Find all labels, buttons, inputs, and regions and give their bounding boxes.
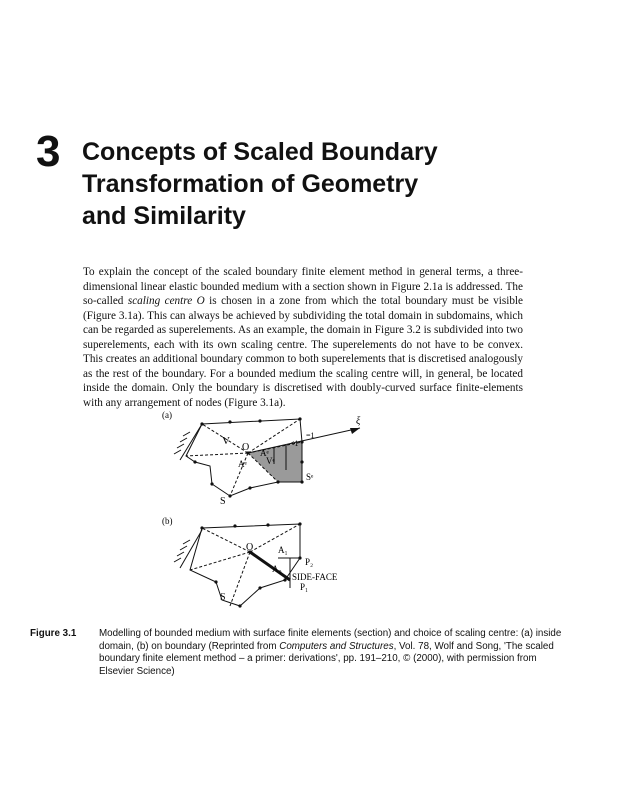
support-hatching-b (174, 530, 202, 568)
xi-less-one: <1 (290, 439, 299, 448)
side-face-line (250, 552, 290, 580)
paragraph-text-2: is chosen in a zone from which the total boundary must be visible (Figure 3.1a). This can always be achieved by subdividing the total domain in subdomains, which can be regarded as superelements. As an example, the domain in Figure 3.2 is subdivided into two superelements, each with its own scaling centre. The superelements do not have to be convex. This creates an additional boundary common to both superelements that is discretised analogously as the rest of the boundary. For a bounded medium the scaling centre will, in general, be located inside the domain. Only the boundary is discretised with doubly-curved surface finite-elements with any arrangement of nodes (Figure 3.1a). (83, 295, 523, 409)
P1-label: P₁ (300, 582, 309, 592)
Ae-label-top: Aᵉ (260, 448, 269, 458)
xi-arrowhead (350, 428, 360, 434)
Se-label: Sᵉ (306, 472, 314, 482)
panel-b (174, 522, 302, 607)
chapter-title-line-1: Concepts of Scaled Boundary (82, 138, 438, 166)
caption-text (99, 628, 564, 678)
paragraph-text-1: To explain the concept of the scaled boundary finite element method in general terms, a three-dimensional linear elastic bounded medium with a section shown in Figure 2.1a is addressed. The so-called (83, 266, 523, 308)
paragraph (83, 265, 523, 410)
rays-b (190, 524, 300, 606)
P2-label: P₂ (305, 557, 314, 567)
O-label-b: O (246, 542, 254, 553)
caption-journal: Computers and Structures (279, 640, 394, 652)
side-face-label: SIDE-FACE (292, 572, 338, 582)
chapter-title-line-2: Transformation of Geometry (82, 170, 419, 198)
chapter-title (82, 136, 502, 232)
figure-drawing (150, 410, 440, 610)
Ae-label-left: Aᵉ (238, 459, 247, 469)
panel-a-label: (a) (162, 410, 172, 420)
figure-3-1 (150, 410, 440, 610)
A0-label: A₀ (272, 564, 282, 574)
scaling-centre-term: scaling centre O (127, 295, 205, 308)
body-paragraph (83, 265, 523, 410)
S-label-a: S (220, 496, 226, 507)
chapter-number: 3 (36, 127, 61, 176)
panel-b-label: (b) (162, 516, 173, 526)
caption-text-2: , Vol. 78, Wolf and Song, 'The scaled boundary finite element method – a primer: derivations', pp. 191–210, © (2000), with permission from Elsevier Science) (99, 640, 554, 677)
O-label-a: O (242, 442, 250, 453)
V-label: V (222, 435, 230, 447)
Ve-label: Vᵉ (266, 456, 275, 466)
chapter-title-line-3: and Similarity (82, 202, 246, 230)
nodes-b (200, 522, 301, 607)
support-hatching-a (174, 424, 202, 460)
A1-label: A₁ (278, 545, 288, 555)
xi-equal-one: =1 (306, 431, 315, 440)
caption-text-1: Modelling of bounded medium with surface finite elements (section) and choice of scaling centre: (a) inside domain, (b) on boundary (Reprinted from (99, 628, 562, 652)
caption-label: Figure 3.1 (30, 628, 77, 639)
S-label-b: S (220, 592, 226, 603)
xi-label: ξ (356, 416, 361, 427)
